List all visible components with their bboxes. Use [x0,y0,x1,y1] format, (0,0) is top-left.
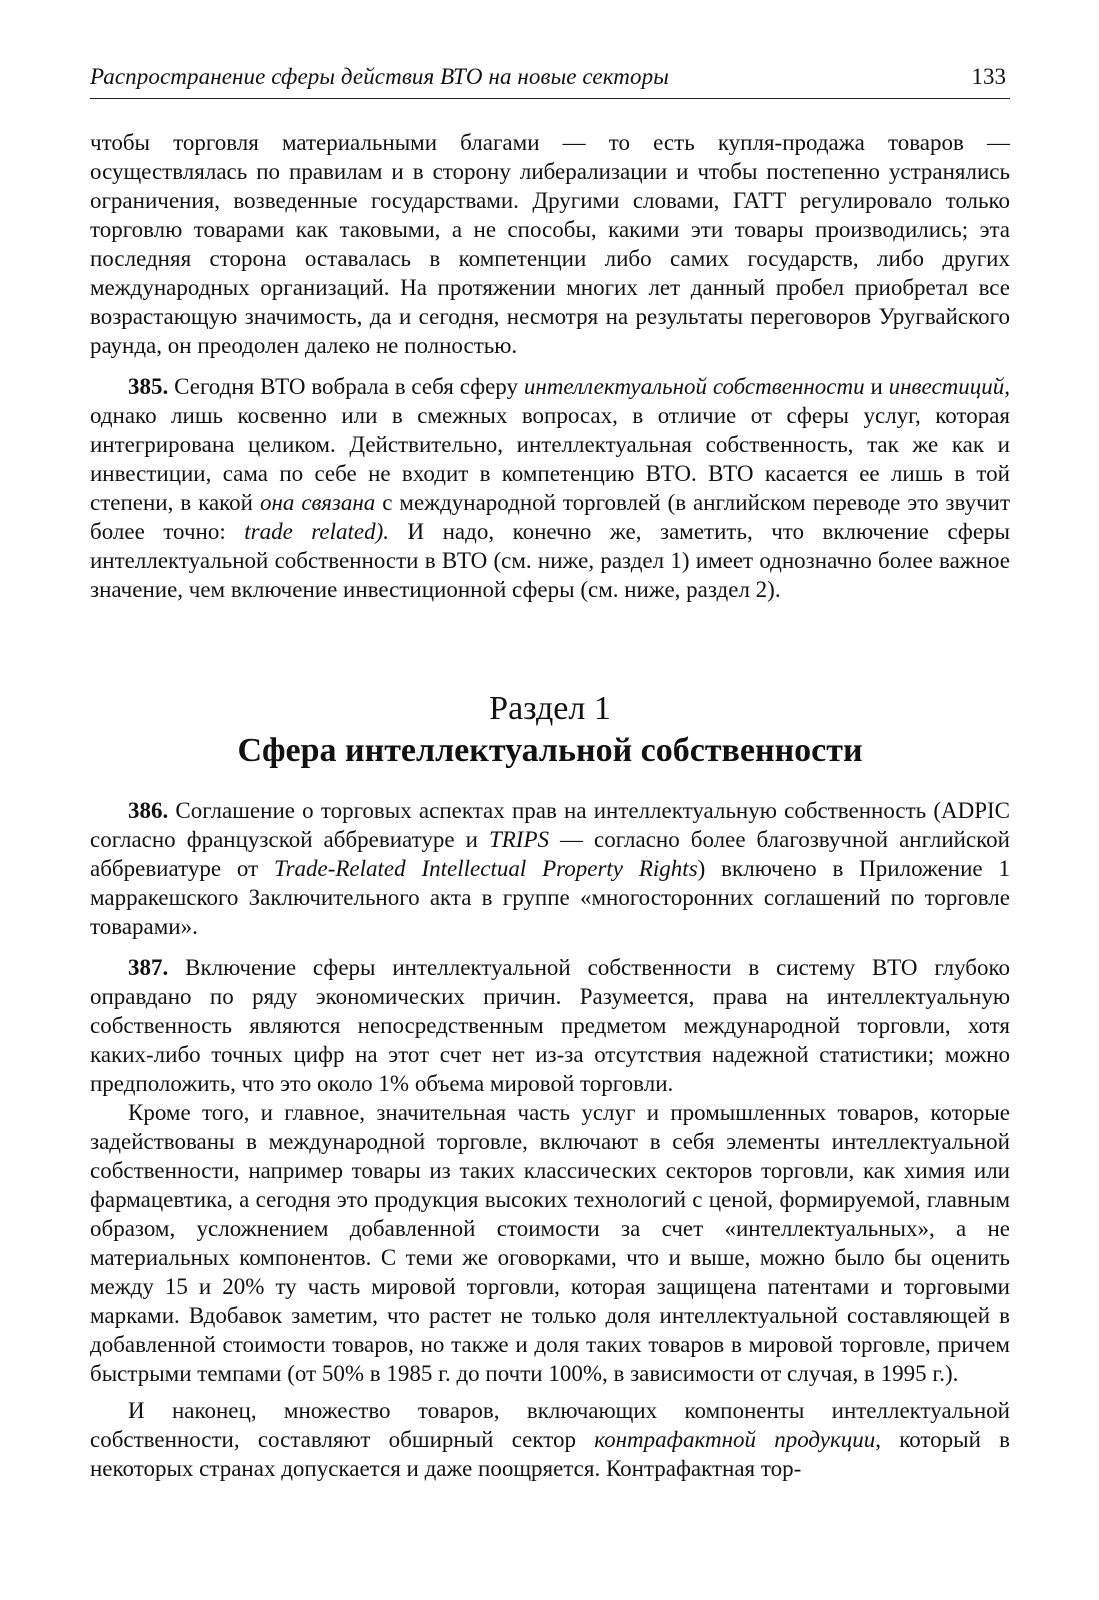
paragraph-continuation: чтобы торговля материальными благами — то есть купля-продажа товаров — осуществлялась по правилам и в сторону либерализации и чтобы постепенно устранялись ограничения, возведенные государствами. Другими словами, ГАТТ регулировало только торговлю товарами как таковыми, а не способы, какими эти товары производились; эта последняя сторона оставалась в компетенции либо самих государств, либо других международных организаций. На протяжении многих лет данный пробел приобретал все возрастающую значимость, да и сегодня, несмотря на результаты переговоров Уругвайского раунда, он преодолен далеко не полностью. [90,130,1010,358]
running-header [90,62,1010,99]
italic-run: интеллектуальной собственности [523,374,865,399]
italic-run: контрафактной продукции [594,1427,876,1452]
text-run: Сегодня ВТО вобрала в себя сферу [168,374,524,399]
text-run: И надо, конечно же, заметить, что включение сферы интеллектуальной собственности в ВТО (см. ниже, раздел 1) имеет однозначно более важное значение, чем включение инвестиционной сферы (см. ниже, раздел 2). [90,519,1010,602]
italic-run: инвестиций [888,374,1005,399]
text-run: и [864,374,889,399]
text-run: с международной торговлей (в английском переводе это звучит более точно: [90,490,1011,544]
paragraph-387-continued: Кроме того, и главное, значительная часть услуг и промышленных товаров, которые задействованы в международной торговле, включают в себя элементы интеллектуальной собственности, например товары из таких классических секторов торговли, как химия или фармацевтика, а сегодня это продукция высоких технологий с ценой, формируемой, главным образом, усложнением добавленной стоимости за счет «интеллектуальных», а не материальных компонентов. С теми же оговорками, что и выше, можно было бы оценить между 15 и 20% ту часть мировой торговли, которая защищена патентами и торговыми марками. Вдобавок заметим, что растет не только доля интеллектуальной составляющей в добавленной стоимости товаров, но также и доля таких товаров в мировой торговле, причем быстрыми темпами (от 50% в 1985 г. до почти 100%, в зависимости от случая, в 1995 г.). [90,1100,1010,1386]
text-run: — согласно более благозвучной английской аббревиатуре от [90,827,1010,881]
paragraph-385 [90,372,1010,604]
paragraph-number: 385. [128,374,169,399]
body-text-bottom [90,796,1010,1483]
paragraph-number: 386. [128,798,169,823]
paragraph-number: 387. [128,955,169,980]
paragraph-387-final [90,1396,1010,1483]
text-run: , однако лишь косвенно или в смежных вопросах, в отличие от сферы услуг, которая интегрирована целиком. Действительно, интеллектуальная собственность, так же как и инвестиции, сама по себе не входит в компетенцию ВТО. ВТО касается ее лишь в той степени, в какой [90,374,1011,515]
section-label: Раздел 1 [489,690,611,727]
text-run: , который в некоторых странах допускается и даже поощряется. Контрафактная тор- [90,1427,1011,1481]
italic-run: trade related). [244,519,389,544]
text-run: И наконец, множество товаров, включающих компоненты интеллектуальной собственности, составляют обширный сектор [90,1398,1010,1452]
paragraph-386 [90,796,1010,941]
italic-run: TRIPS [488,827,550,852]
paragraph-387 [90,953,1010,1098]
page-number: 133 [971,64,1006,89]
text-run: Включение сферы интеллектуальной собственности в систему ВТО глубоко оправдано по ряду экономических причин. Разумеется, права на интеллектуальную собственность являются непосредственным предметом международной торговли, хотя каких-либо точных цифр на этот счет нет из-за отсутствия надежной статистики; можно предположить, что это около 1% объема мировой торговли. [90,955,1010,1096]
body-text-top [90,128,1010,604]
text-run: Соглашение о торговых аспектах прав на интеллектуальную собственность (ADPIC согласно французской аббревиатуре и [90,798,1010,852]
italic-run: она связана [259,490,376,515]
section-title: Сфера интеллектуальной собственности [237,732,863,769]
text-run: ) включено в Приложение 1 марракешского Заключительного акта в группе «многосторонних соглашений по торговле товарами». [90,856,1010,939]
italic-run: Trade-Related Intellectual Property Rights [274,856,698,881]
running-title: Распространение сферы действия ВТО на новые секторы [90,64,669,89]
